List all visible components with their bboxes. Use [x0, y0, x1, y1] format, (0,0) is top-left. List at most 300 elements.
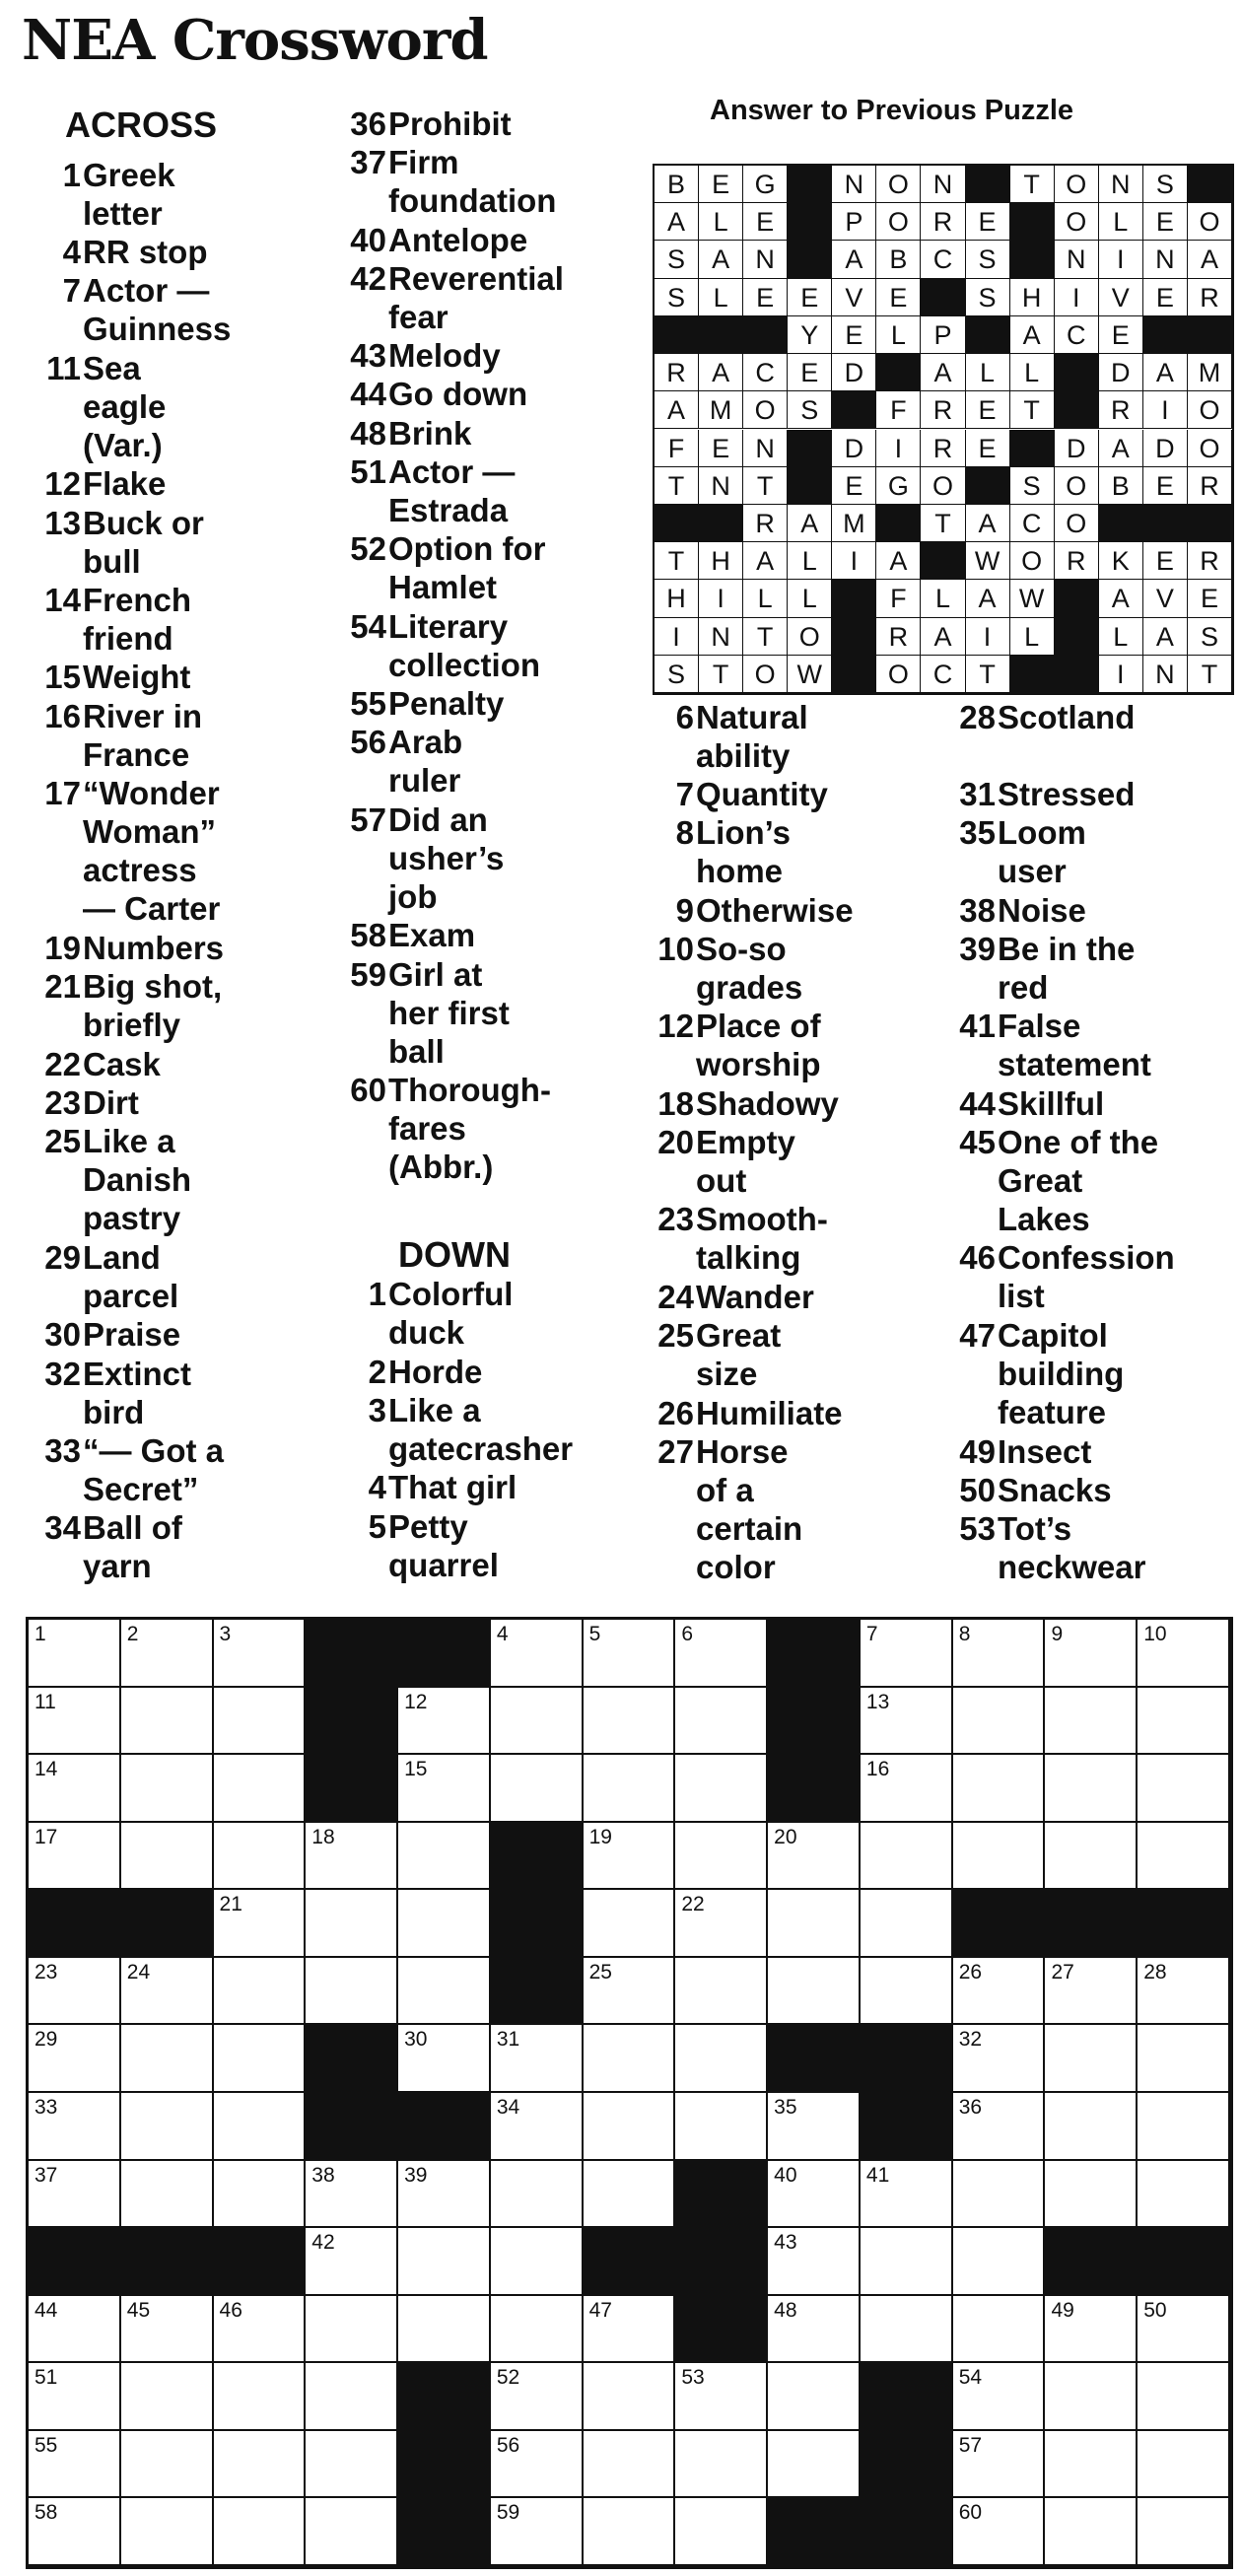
grid-cell[interactable]: [861, 1688, 953, 1756]
grid-cell[interactable]: [675, 1688, 768, 1756]
grid-cell[interactable]: [584, 1620, 676, 1688]
grid-cell[interactable]: [121, 2363, 214, 2431]
grid-cell[interactable]: [491, 2093, 584, 2161]
previous-black-square: [655, 505, 699, 542]
clue-text: [388, 723, 684, 800]
grid-cell[interactable]: [953, 1958, 1046, 2026]
grid-cell[interactable]: [953, 1755, 1046, 1823]
grid-cell[interactable]: [584, 1755, 676, 1823]
grid-cell[interactable]: [861, 2228, 953, 2296]
previous-black-square: [1143, 505, 1188, 542]
grid-cell[interactable]: [584, 2296, 676, 2364]
clue-line: Ball of: [83, 1509, 182, 1546]
grid-cell[interactable]: [1045, 1823, 1138, 1891]
grid-cell[interactable]: [861, 1958, 953, 2026]
clue-line: ability: [696, 737, 791, 774]
grid-cell[interactable]: [121, 1620, 214, 1688]
grid-cell[interactable]: [491, 2025, 584, 2093]
grid-cell[interactable]: [491, 2161, 584, 2229]
grid-cell[interactable]: [861, 2161, 953, 2229]
grid-cell[interactable]: [398, 1823, 491, 1891]
previous-letter-cell: R: [921, 391, 965, 429]
clue-line: False: [998, 1008, 1081, 1044]
grid-cell[interactable]: [398, 1890, 491, 1958]
clue-number: 55: [350, 685, 386, 722]
clue-line: Reverential: [388, 260, 564, 297]
grid-cell[interactable]: [121, 1823, 214, 1891]
grid-cell[interactable]: [491, 2228, 584, 2296]
clue-line: Lakes: [998, 1201, 1090, 1237]
grid-cell[interactable]: [675, 2363, 768, 2431]
clue-line: friend: [83, 620, 173, 657]
grid-cell[interactable]: [1138, 2498, 1230, 2566]
previous-letter-cell: L: [788, 542, 832, 580]
grid-cell[interactable]: [214, 2093, 307, 2161]
black-square: [768, 1755, 861, 1823]
grid-cell[interactable]: [214, 2498, 307, 2566]
grid-cell[interactable]: [398, 2296, 491, 2364]
grid-cell[interactable]: [1138, 2296, 1230, 2364]
clue-line: That girl: [388, 1469, 518, 1505]
clue-number: 1: [62, 157, 81, 193]
cell-number: 52: [496, 2366, 520, 2390]
grid-cell[interactable]: [768, 1958, 861, 2026]
grid-cell[interactable]: [768, 2363, 861, 2431]
black-square: [491, 1958, 584, 2026]
grid-cell[interactable]: [768, 1823, 861, 1891]
clue-line: French: [83, 582, 192, 618]
grid-cell[interactable]: [29, 1688, 121, 1756]
grid-cell[interactable]: [675, 2093, 768, 2161]
previous-letter-cell: N: [743, 430, 788, 467]
grid-cell[interactable]: [121, 1755, 214, 1823]
grid-cell[interactable]: [214, 2431, 307, 2499]
grid-cell[interactable]: [398, 2228, 491, 2296]
grid-cell[interactable]: [29, 2431, 121, 2499]
previous-letter-cell: T: [743, 618, 788, 656]
grid-cell[interactable]: [584, 2161, 676, 2229]
clue-line: Great: [998, 1162, 1083, 1199]
grid-cell[interactable]: [768, 2431, 861, 2499]
grid-cell[interactable]: [398, 2161, 491, 2229]
clue-line: (Var.): [83, 427, 163, 463]
previous-letter-cell: D: [832, 430, 876, 467]
previous-letter-cell: S: [966, 279, 1010, 316]
grid-cell[interactable]: [214, 1958, 307, 2026]
previous-letter-cell: E: [832, 316, 876, 354]
grid-cell[interactable]: [953, 2025, 1046, 2093]
previous-letter-cell: N: [1099, 166, 1143, 203]
clue-line: bird: [83, 1394, 145, 1430]
grid-cell[interactable]: [491, 2363, 584, 2431]
grid-cell[interactable]: [1045, 2161, 1138, 2229]
cell-number: 23: [34, 1960, 58, 1984]
clue-line: size: [696, 1356, 758, 1392]
clue-line: statement: [998, 1046, 1151, 1082]
previous-letter-cell: L: [699, 203, 743, 241]
grid-cell[interactable]: [1138, 2093, 1230, 2161]
grid-cell[interactable]: [29, 2363, 121, 2431]
clue-line: Praise: [83, 1316, 181, 1353]
black-square: [861, 2363, 953, 2431]
previous-black-square: [699, 316, 743, 354]
previous-letter-cell: A: [699, 354, 743, 391]
previous-black-square: [921, 279, 965, 316]
clue-line: Extinct: [83, 1356, 192, 1392]
previous-puzzle-heading: Answer to Previous Puzzle: [710, 95, 1074, 126]
clue-number: 40: [350, 222, 386, 258]
cell-number: 34: [496, 2096, 520, 2119]
grid-cell[interactable]: [953, 2093, 1046, 2161]
clue-line: Hamlet: [388, 569, 498, 605]
cell-number: 57: [958, 2433, 983, 2457]
grid-cell[interactable]: [121, 1688, 214, 1756]
black-square: [306, 1688, 398, 1756]
grid-cell[interactable]: [953, 1823, 1046, 1891]
clue-number: 1: [368, 1276, 386, 1312]
grid-cell[interactable]: [1138, 1823, 1230, 1891]
grid-cell[interactable]: [1045, 1688, 1138, 1756]
clue-line: Skillful: [998, 1085, 1105, 1122]
clue-line: Like a: [388, 1392, 481, 1428]
previous-letter-cell: A: [876, 542, 921, 580]
grid-cell[interactable]: [491, 1688, 584, 1756]
grid-cell[interactable]: [214, 1823, 307, 1891]
previous-black-square: [1010, 241, 1055, 278]
clue-number: 21: [44, 968, 81, 1005]
grid-cell[interactable]: [29, 2161, 121, 2229]
grid-cell[interactable]: [584, 2431, 676, 2499]
clue-number: 32: [44, 1356, 81, 1392]
clue-line: collection: [388, 647, 541, 683]
grid-cell[interactable]: [953, 2431, 1046, 2499]
previous-letter-cell: N: [921, 166, 965, 203]
grid-cell[interactable]: [1138, 2025, 1230, 2093]
grid-cell[interactable]: [29, 1755, 121, 1823]
grid-cell[interactable]: [584, 2498, 676, 2566]
grid-cell[interactable]: [584, 1688, 676, 1756]
clue-line: her first: [388, 995, 510, 1031]
previous-letter-cell: L: [1010, 618, 1055, 656]
grid-cell[interactable]: [584, 2025, 676, 2093]
cell-number: 21: [219, 1893, 242, 1916]
previous-letter-cell: O: [876, 203, 921, 241]
grid-cell[interactable]: [1138, 1688, 1230, 1756]
previous-black-square: [876, 354, 921, 391]
grid-cell[interactable]: [1045, 2363, 1138, 2431]
previous-black-square: [1188, 316, 1232, 354]
grid-cell[interactable]: [861, 1755, 953, 1823]
previous-black-square: [832, 656, 876, 693]
previous-letter-cell: B: [876, 241, 921, 278]
previous-letter-cell: D: [1099, 354, 1143, 391]
grid-cell[interactable]: [675, 2025, 768, 2093]
previous-letter-cell: O: [788, 618, 832, 656]
previous-letter-cell: O: [1188, 430, 1232, 467]
grid-cell[interactable]: [306, 2161, 398, 2229]
grid-cell[interactable]: [861, 1823, 953, 1891]
grid-cell[interactable]: [29, 2093, 121, 2161]
grid-cell[interactable]: [121, 1958, 214, 2026]
grid-cell[interactable]: [398, 1688, 491, 1756]
grid-cell[interactable]: [861, 1620, 953, 1688]
clue-text: [83, 1238, 379, 1315]
grid-cell[interactable]: [306, 2363, 398, 2431]
previous-letter-cell: I: [655, 618, 699, 656]
cell-number: 32: [958, 2028, 983, 2052]
clue-line: Brink: [388, 415, 472, 452]
grid-cell[interactable]: [768, 2093, 861, 2161]
previous-letter-cell: V: [1099, 279, 1143, 316]
crossword-grid[interactable]: [26, 1617, 1233, 2569]
grid-cell[interactable]: [491, 1620, 584, 1688]
grid-cell[interactable]: [306, 2296, 398, 2364]
grid-cell[interactable]: [953, 2161, 1046, 2229]
grid-cell[interactable]: [675, 2498, 768, 2566]
previous-black-square: [1055, 391, 1099, 429]
grid-cell[interactable]: [29, 2498, 121, 2566]
grid-cell[interactable]: [953, 2296, 1046, 2364]
clue-line: Colorful: [388, 1276, 514, 1312]
grid-cell[interactable]: [214, 2363, 307, 2431]
clue-number: 39: [959, 931, 996, 967]
clue-line: Actor —: [83, 272, 210, 309]
grid-cell[interactable]: [1138, 2431, 1230, 2499]
cell-number: 60: [958, 2501, 983, 2525]
cell-number: 49: [1051, 2298, 1074, 2322]
clue-text: [83, 1315, 379, 1354]
grid-cell[interactable]: [1138, 2363, 1230, 2431]
grid-cell[interactable]: [214, 2161, 307, 2229]
grid-cell[interactable]: [861, 2296, 953, 2364]
grid-cell[interactable]: [953, 1620, 1046, 1688]
grid-cell[interactable]: [675, 2431, 768, 2499]
grid-cell[interactable]: [768, 2228, 861, 2296]
grid-cell[interactable]: [214, 2296, 307, 2364]
clue-text: [388, 104, 684, 143]
grid-cell[interactable]: [953, 2363, 1046, 2431]
clue-line: fear: [388, 299, 448, 335]
clue-line: home: [696, 853, 784, 889]
grid-cell[interactable]: [214, 2025, 307, 2093]
clue-text: [388, 1275, 684, 1352]
previous-black-square: [1010, 430, 1055, 467]
black-square: [861, 2093, 953, 2161]
clue-line: worship: [696, 1046, 821, 1082]
previous-letter-cell: L: [1099, 618, 1143, 656]
cell-number: 28: [1143, 1960, 1167, 1984]
grid-cell[interactable]: [953, 1688, 1046, 1756]
previous-letter-cell: E: [966, 203, 1010, 241]
previous-black-square: [655, 316, 699, 354]
previous-letter-cell: T: [743, 467, 788, 505]
clue-number: 10: [657, 931, 694, 967]
grid-cell[interactable]: [214, 1688, 307, 1756]
grid-cell[interactable]: [306, 2431, 398, 2499]
clue-line: ruler: [388, 762, 461, 799]
grid-cell[interactable]: [675, 1890, 768, 1958]
grid-cell[interactable]: [306, 1823, 398, 1891]
previous-letter-cell: I: [876, 430, 921, 467]
grid-cell[interactable]: [1138, 1755, 1230, 1823]
grid-cell[interactable]: [121, 2498, 214, 2566]
grid-cell[interactable]: [121, 2025, 214, 2093]
grid-cell[interactable]: [29, 1823, 121, 1891]
clue-text: [83, 581, 379, 658]
previous-letter-cell: L: [788, 580, 832, 617]
clue-line: Loom: [998, 814, 1086, 851]
grid-cell[interactable]: [1045, 2498, 1138, 2566]
clue-text: [388, 801, 684, 916]
grid-cell[interactable]: [121, 2161, 214, 2229]
clue-line: Like a: [83, 1123, 175, 1159]
previous-black-square: [699, 505, 743, 542]
previous-black-square: [966, 467, 1010, 505]
previous-letter-cell: W: [966, 542, 1010, 580]
clue-text: [388, 221, 684, 259]
clue-line: Flake: [83, 465, 167, 502]
previous-letter-cell: N: [1055, 241, 1099, 278]
clue-line: Literary: [388, 608, 509, 645]
cell-number: 40: [774, 2163, 797, 2187]
previous-letter-cell: R: [743, 505, 788, 542]
clue-text: [998, 1123, 1242, 1238]
previous-black-square: [788, 166, 832, 203]
clue-line: Capitol: [998, 1317, 1108, 1354]
grid-cell[interactable]: [675, 1620, 768, 1688]
grid-cell[interactable]: [584, 1958, 676, 2026]
grid-cell[interactable]: [768, 1890, 861, 1958]
grid-cell[interactable]: [214, 1620, 307, 1688]
previous-letter-cell: A: [699, 241, 743, 278]
grid-cell[interactable]: [768, 2296, 861, 2364]
grid-cell[interactable]: [398, 2025, 491, 2093]
grid-cell[interactable]: [306, 1958, 398, 2026]
grid-cell[interactable]: [1138, 1958, 1230, 2026]
grid-cell[interactable]: [306, 2228, 398, 2296]
cell-number: 31: [496, 2028, 520, 2052]
grid-cell[interactable]: [121, 2431, 214, 2499]
cell-number: 20: [774, 1825, 797, 1848]
grid-cell[interactable]: [953, 2498, 1046, 2566]
grid-cell[interactable]: [1045, 2431, 1138, 2499]
previous-letter-cell: O: [876, 656, 921, 693]
clue-number: 13: [44, 505, 81, 541]
grid-cell[interactable]: [1138, 1620, 1230, 1688]
grid-cell[interactable]: [675, 1958, 768, 2026]
cell-number: 58: [34, 2501, 58, 2525]
previous-black-square: [832, 618, 876, 656]
grid-cell[interactable]: [398, 1958, 491, 2026]
cell-number: 29: [34, 2028, 58, 2052]
grid-cell[interactable]: [1045, 1958, 1138, 2026]
previous-black-square: [743, 316, 788, 354]
grid-cell[interactable]: [214, 1755, 307, 1823]
cell-number: 9: [1051, 1623, 1064, 1645]
clue-line: letter: [83, 195, 163, 232]
cell-number: 2: [126, 1623, 139, 1645]
grid-cell[interactable]: [29, 2296, 121, 2364]
grid-cell[interactable]: [1045, 2296, 1138, 2364]
cell-number: 24: [126, 1960, 151, 1984]
previous-letter-cell: Y: [788, 316, 832, 354]
grid-cell[interactable]: [584, 2093, 676, 2161]
grid-cell[interactable]: [1045, 2025, 1138, 2093]
clue-number: 12: [657, 1008, 694, 1044]
grid-cell[interactable]: [29, 1958, 121, 2026]
grid-cell[interactable]: [768, 2161, 861, 2229]
cell-number: 6: [681, 1623, 694, 1645]
cell-number: 26: [958, 1960, 983, 1984]
grid-cell[interactable]: [491, 2498, 584, 2566]
grid-cell[interactable]: [953, 2228, 1046, 2296]
grid-cell[interactable]: [306, 1890, 398, 1958]
clue-text: [83, 774, 379, 928]
grid-cell[interactable]: [121, 2093, 214, 2161]
clue-number: 30: [44, 1316, 81, 1353]
previous-letter-cell: S: [655, 241, 699, 278]
clue-line: Girl at: [388, 956, 483, 993]
clue-line: parcel: [83, 1278, 179, 1314]
grid-cell[interactable]: [1045, 2093, 1138, 2161]
grid-cell[interactable]: [491, 1755, 584, 1823]
previous-letter-cell: E: [1099, 316, 1143, 354]
clue-text: [696, 1278, 992, 1316]
cell-number: 42: [311, 2231, 335, 2255]
clue-text: [998, 1432, 1242, 1471]
grid-cell[interactable]: [584, 2363, 676, 2431]
grid-cell[interactable]: [29, 2025, 121, 2093]
cell-number: 11: [34, 1690, 56, 1713]
clue-line: Weight: [83, 659, 191, 695]
previous-letter-cell: C: [921, 656, 965, 693]
grid-cell[interactable]: [1045, 1620, 1138, 1688]
grid-cell[interactable]: [584, 1890, 676, 1958]
previous-letter-cell: S: [655, 656, 699, 693]
grid-cell[interactable]: [1045, 1755, 1138, 1823]
previous-letter-cell: E: [1143, 542, 1188, 580]
cell-number: 22: [681, 1893, 705, 1916]
grid-cell[interactable]: [675, 1755, 768, 1823]
grid-cell[interactable]: [29, 1620, 121, 1688]
clue-number: 41: [959, 1008, 996, 1044]
grid-cell[interactable]: [675, 1823, 768, 1891]
clue-number: 38: [959, 892, 996, 929]
previous-letter-cell: D: [1143, 430, 1188, 467]
grid-cell[interactable]: [398, 1755, 491, 1823]
clue-number: 52: [350, 530, 386, 567]
previous-letter-cell: O: [1188, 391, 1232, 429]
grid-cell[interactable]: [861, 1890, 953, 1958]
clue-text: [388, 336, 684, 375]
previous-black-square: [1055, 354, 1099, 391]
black-square: [306, 1755, 398, 1823]
grid-cell[interactable]: [491, 2296, 584, 2364]
previous-letter-cell: T: [655, 542, 699, 580]
clue-line: grades: [696, 969, 803, 1006]
grid-cell[interactable]: [1138, 2161, 1230, 2229]
grid-cell[interactable]: [214, 1890, 307, 1958]
clue-number: 7: [675, 776, 694, 812]
cell-number: 16: [865, 1758, 890, 1781]
grid-cell[interactable]: [584, 1823, 676, 1891]
grid-cell[interactable]: [491, 2431, 584, 2499]
grid-cell[interactable]: [121, 2296, 214, 2364]
previous-letter-cell: W: [1010, 580, 1055, 617]
clue-line: “— Got a: [83, 1432, 225, 1469]
black-square: [1138, 1890, 1230, 1958]
grid-cell[interactable]: [306, 2498, 398, 2566]
